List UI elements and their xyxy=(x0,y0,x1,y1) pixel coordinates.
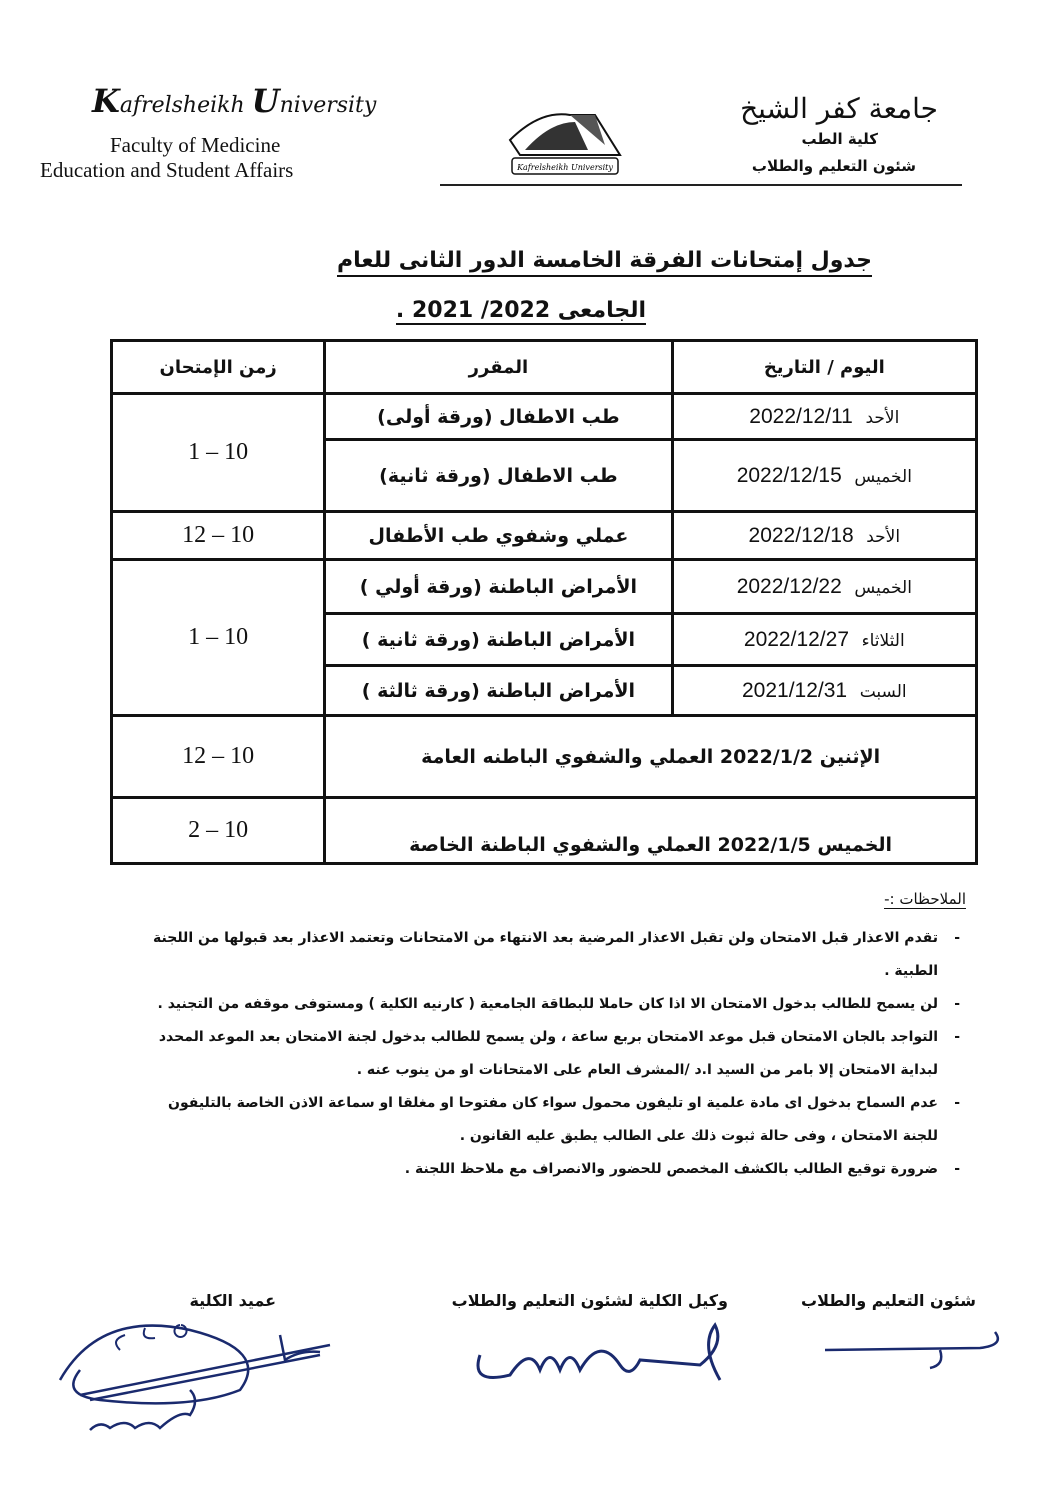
header-time: زمن الإمتحان xyxy=(112,341,325,394)
table-header-row xyxy=(112,341,977,394)
cell-date: السبت 2021/12/31 xyxy=(672,666,976,716)
list-item: - عدم السماح بدخول اى مادة علمية او تليفون محمول سواء كان مفتوحا او مغلقا او سماعة الاذن الخاصة بالتليفون للجنة الامتحان ، وفى حالة ثبوت ذلك على الطالب يطبق عليه القانون . xyxy=(130,1087,960,1153)
document-title-year: الجامعى 2022/ 2021 . xyxy=(395,298,646,323)
notes-list xyxy=(130,922,960,1186)
list-item: - ضرورة توقيع الطالب بالكشف المخصص للحضور والانصراف مع ملاحظ اللجنة . xyxy=(130,1153,960,1186)
table-row xyxy=(112,512,977,560)
header-course: المقرر xyxy=(325,341,672,394)
svg-text:Kafrelsheikh University: Kafrelsheikh University xyxy=(517,163,613,172)
table-row xyxy=(112,560,977,614)
signature-label-dean: عميد الكلية xyxy=(189,1291,276,1310)
cell-date: الثلاثاء 2022/12/27 xyxy=(672,614,976,666)
cell-course: طب الاطفال (ورقة أولى) xyxy=(325,394,672,440)
university-name-ar: جامعة كفر الشيخ xyxy=(740,92,938,125)
list-item: - لن يسمح للطالب بدخول الامتحان الا اذا كان حاملا للبطاقة الجامعية ( كارنيه الكلية ) ومستوفى موقفه من التجنيد . xyxy=(130,988,960,1021)
cell-course: الأمراض الباطنة (ورقة ثانية ) xyxy=(325,614,672,666)
signature-label-vice-dean: وكيل الكلية لشئون التعليم والطلاب xyxy=(451,1291,728,1310)
table-row xyxy=(112,394,977,440)
university-name-en: Kafrelsheikh University xyxy=(92,82,377,120)
cell-date: الأحد 2022/12/11 xyxy=(672,394,976,440)
cell-merged: الخميس 2022/1/5 العملي والشفوي الباطنة الخاصة xyxy=(325,798,977,864)
university-logo xyxy=(500,100,630,180)
signature-dean xyxy=(40,1300,340,1450)
table-row-merged xyxy=(112,798,977,864)
faculty-name-en: Faculty of Medicine xyxy=(110,133,281,157)
cell-date: الخميس 2022/12/15 xyxy=(672,440,976,512)
list-item: - تقدم الاعذار قبل الامتحان ولن تقبل الاعذار المرضية بعد الانتهاء من الامتحانات وتعتمد الاعذار بعد قبولها من اللجنة الطبية . xyxy=(130,922,960,988)
cell-date: الأحد 2022/12/18 xyxy=(672,512,976,560)
list-item: - التواجد بالجان الامتحان قبل موعد الامتحان بربع ساعة ، ولن يسمح للطالب بدخول لجنة الامتحان بعد الموعد المحدد لبداية الامتحان إلا بامر من السيد ا.د /المشرف العام على الامتحانات او من ينوب عنه . xyxy=(130,1021,960,1087)
signature-vice-dean xyxy=(470,1305,740,1395)
table-row-merged xyxy=(112,716,977,798)
cell-time: 2 – 10 xyxy=(112,798,325,864)
cell-time: 12 – 10 xyxy=(112,716,325,798)
cell-course: الأمراض الباطنة (ورقة أولي ) xyxy=(325,560,672,614)
cell-time: 12 – 10 xyxy=(112,512,325,560)
department-name-en: Education and Student Affairs xyxy=(40,158,294,182)
signature-label-student-affairs: شئون التعليم والطلاب xyxy=(800,1291,976,1310)
cell-merged: الإثنين 2022/1/2 العملي والشفوي الباطنه العامة xyxy=(325,716,977,798)
document-title: جدول إمتحانات الفرقة الخامسة الدور الثانى للعام xyxy=(337,248,872,277)
cell-course: عملي وشفوي طب الأطفال xyxy=(325,512,672,560)
header-divider xyxy=(440,184,962,186)
faculty-name-ar: كلية الطب xyxy=(801,130,878,148)
department-name-ar: شئون التعليم والطلاب xyxy=(751,157,916,175)
signature-student-affairs xyxy=(820,1320,1010,1370)
cell-course: طب الاطفال (ورقة ثانية) xyxy=(325,440,672,512)
notes-title: الملاحظات :- xyxy=(884,890,966,908)
cell-course: الأمراض الباطنة (ورقة ثالثة ) xyxy=(325,666,672,716)
cell-time: 1 – 10 xyxy=(112,394,325,512)
header-date: اليوم / التاريخ xyxy=(672,341,976,394)
cell-date: الخميس 2022/12/22 xyxy=(672,560,976,614)
exam-schedule-table xyxy=(110,339,978,865)
cell-time: 1 – 10 xyxy=(112,560,325,716)
